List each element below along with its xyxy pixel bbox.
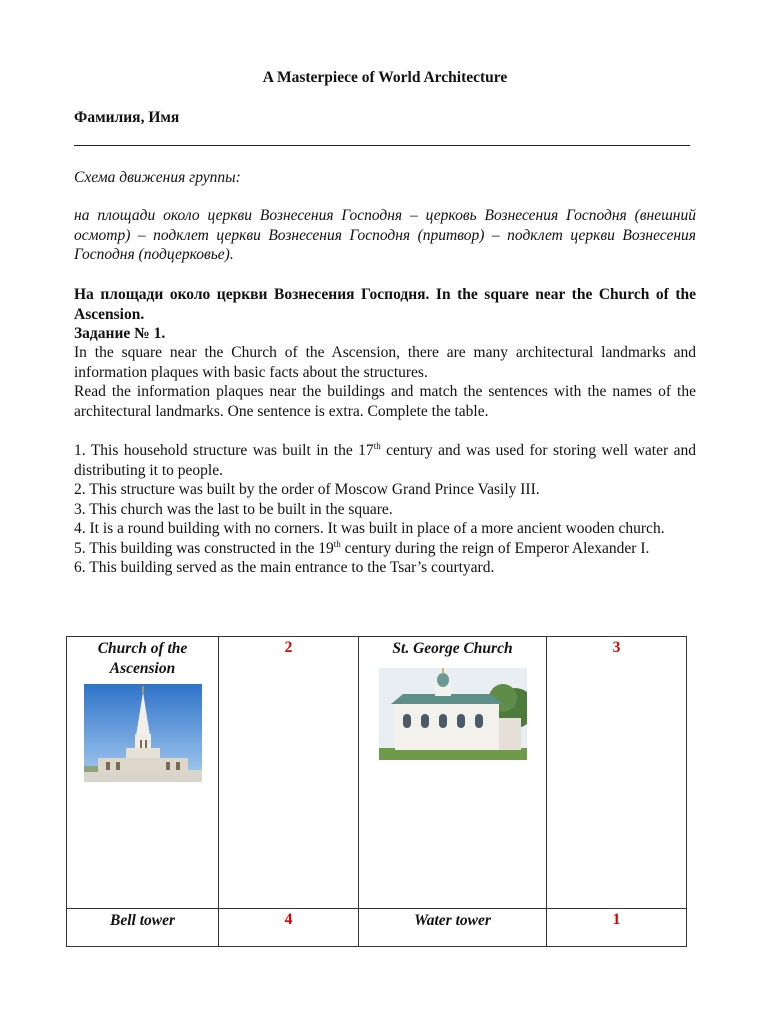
list-item: 2. This structure was built by the order of Moscow Grand Prince Vasily III. (74, 481, 540, 498)
landmark-name: Church of the Ascension (97, 640, 188, 677)
task-intro (74, 343, 696, 421)
list-item: 3. This church was the last to be built in the square. (74, 500, 393, 518)
table-cell (67, 637, 219, 909)
answer-number: 4 (284, 911, 293, 928)
table-cell (359, 637, 547, 909)
answer-number: 2 (284, 639, 293, 656)
table-cell (67, 909, 219, 947)
table-cell (547, 909, 687, 947)
answer-number: 1 (612, 911, 621, 928)
list-item: 6. This building served as the main entrance to the Tsar’s courtyard. (74, 559, 495, 576)
landmark-name: Bell tower (109, 912, 175, 929)
page-title: A Masterpiece of World Architecture (262, 69, 508, 86)
list-item: 4. It is a round building with no corners. It was built in place of a more ancient wooden church. (74, 520, 665, 537)
answer-table (66, 636, 687, 947)
landmark-name: Water tower (414, 912, 491, 929)
table-cell (547, 637, 687, 909)
answer-number: 3 (612, 639, 621, 656)
list-item: 5. This building was constructed in the 19th century during the reign of Emperor Alexander I. (74, 538, 650, 557)
sentence-list (74, 441, 696, 578)
route-text: на площади около церкви Вознесения Господня – церковь Вознесения Господня (внешний осмотр) – подклет церкви Вознесения Господня (притвор) – подклет церкви Вознесения Господня (подцерковье). (74, 207, 696, 263)
table-cell (219, 909, 359, 947)
name-fill-line[interactable] (74, 145, 690, 146)
list-item: 1. This household structure was built in the 17th century and was used for storing well water and distributing it to people. (74, 440, 696, 479)
intro-paragraph: Read the information plaques near the buildings and match the sentences with the names of the architectural landmarks. One sentence is extra. Complete the table. (74, 383, 696, 420)
table-cell (359, 909, 547, 947)
table-row (67, 909, 687, 947)
section-heading: На площади около церкви Вознесения Господня. In the square near the Church of the Ascension. (74, 286, 696, 323)
intro-paragraph: In the square near the Church of the Ascension, there are many architectural landmarks and information plaques with basic facts about the structures. (74, 344, 696, 381)
church-of-ascension-photo (84, 684, 202, 782)
table-row (67, 637, 687, 909)
st-george-church-photo (379, 668, 527, 760)
task-label: Задание № 1. (74, 325, 166, 342)
name-label: Фамилия, Имя (74, 109, 180, 126)
landmark-name: St. George Church (392, 640, 513, 657)
table-cell (219, 637, 359, 909)
route-heading: Схема движения группы: (74, 169, 241, 186)
